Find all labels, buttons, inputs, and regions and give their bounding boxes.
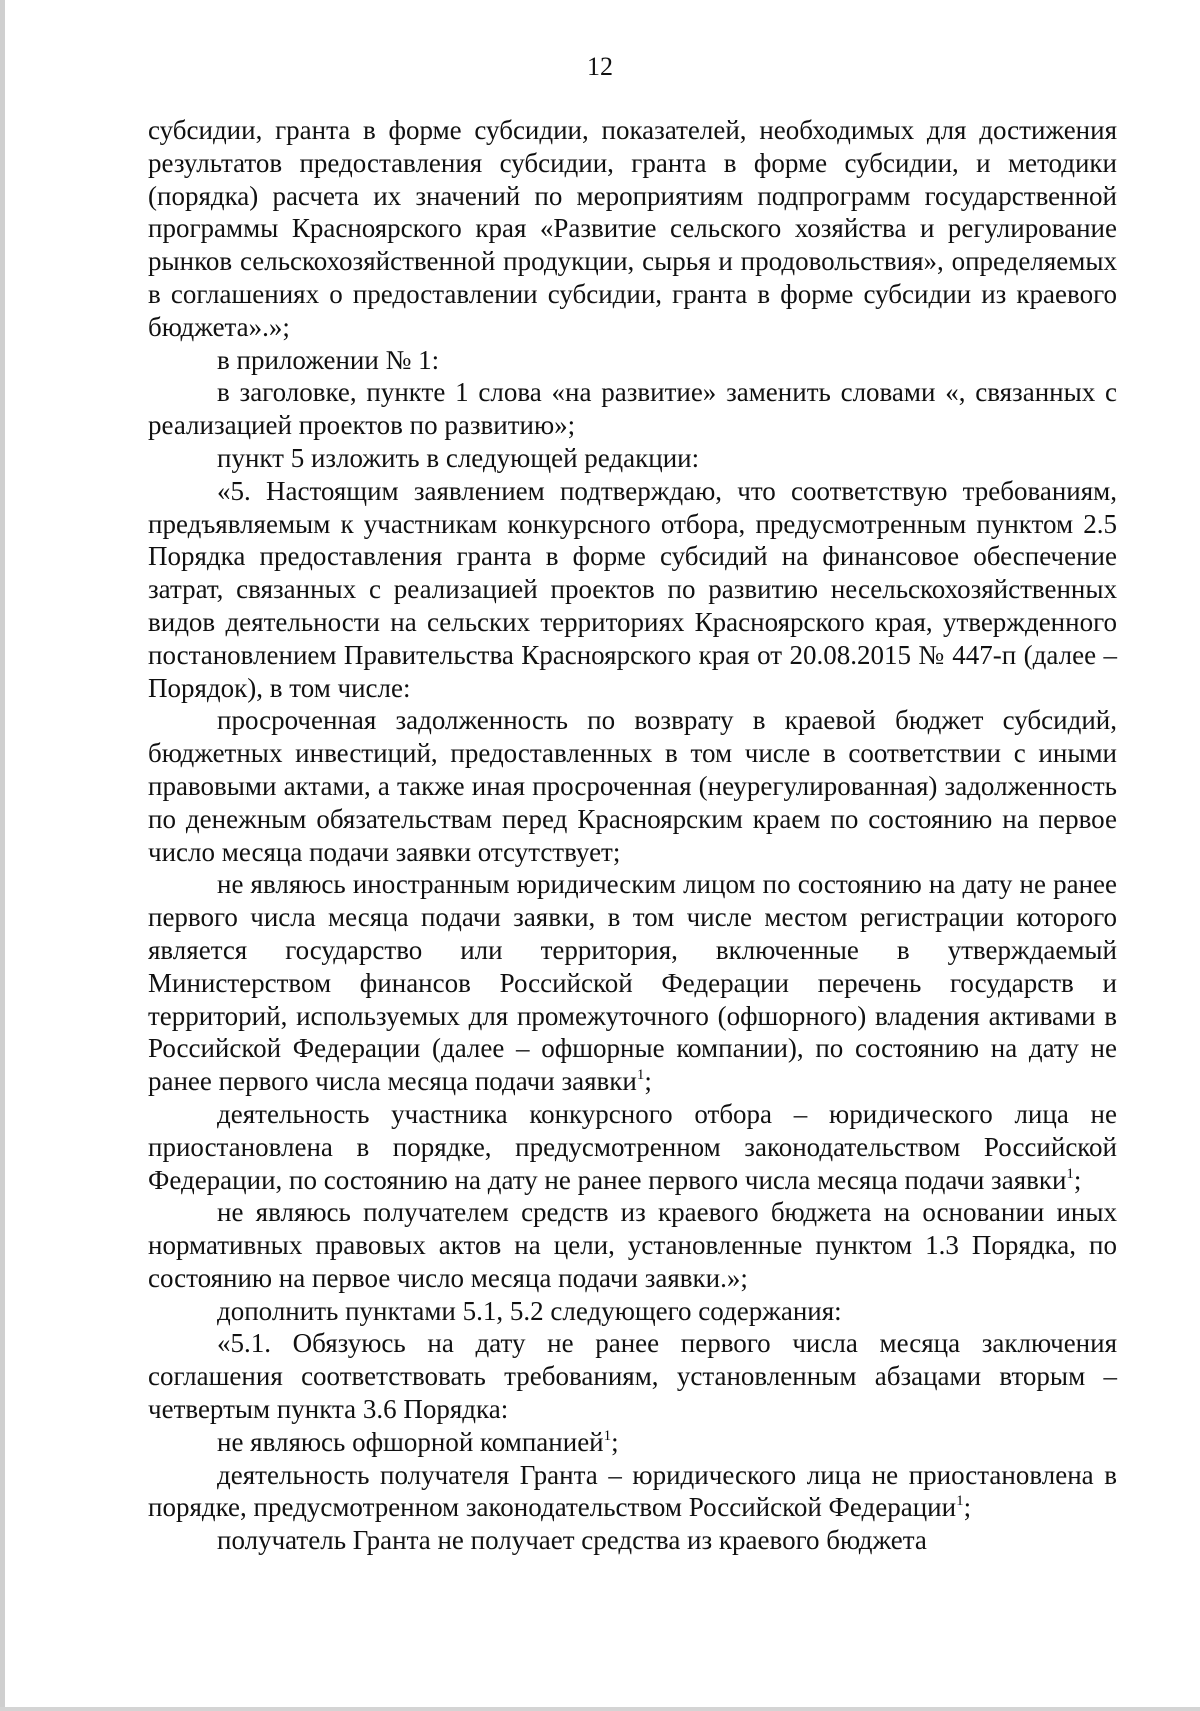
scan-bottom-edge [0,1707,1200,1711]
footnote-marker: 1 [603,1427,612,1444]
paragraph-text: просроченная задолженность по возврату в краевой бюджет субсидий, бюджетных инвестиций, предоставленных в том числе в соответствии с иными правовыми актами, а также иная просроченная (неурегулированная) задолженность по денежным обязательствам перед Красноярским краем по состоянию на первое число месяца подачи заявки отсутствует; [148,705,1117,867]
paragraph [148,1098,1117,1196]
page-number: 12 [587,52,613,81]
paragraph-text: «5.1. Обязуюсь на дату не ранее первого числа месяца заключения соглашения соответствовать требованиям, установленным абзацами вторым – четвертым пункта 3.6 Порядка: [148,1328,1117,1425]
paragraph-text: деятельность получателя Гранта – юридического лица не приостановлена в порядке, предусмотренном законодательством Российской Федерации [148,1459,1117,1523]
paragraph [148,114,1117,344]
paragraph [148,376,1117,442]
document-body [148,114,1117,1557]
paragraph-text: деятельность участника конкурсного отбора – юридического лица не приостановлена в порядке, предусмотренном законодательством Российской Федерации, по состоянию на дату не ранее первого числа месяца подачи заявки [148,1098,1117,1195]
paragraph-punctuation: ; [963,1492,972,1523]
footnote-marker: 1 [956,1493,964,1510]
paragraph [148,442,1117,475]
footnote-marker: 1 [636,1067,645,1084]
paragraph-text: не являюсь иностранным юридическим лицом по состоянию на дату не ранее первого числа месяца подачи заявки, в том числе местом регистрации которого является государство или территория, включенные в утверждаемый Министерством финансов Российской Федерации перечень государств и территорий, используемых для промежуточного (офшорного) владения активами в Российской Федерации (далее – офшорные компании), по состоянию на дату не ранее первого числа месяца подачи заявки [148,869,1117,1097]
paragraph-text: не являюсь офшорной компанией [217,1426,604,1457]
paragraph-text: в заголовке, пункте 1 слова «на развитие» заменить словами «, связанных с реализацией проектов по развитию»; [148,377,1117,441]
paragraph [148,475,1117,705]
paragraph-text: субсидии, гранта в форме субсидии, показателей, необходимых для достижения результатов предоставления субсидии, гранта в форме субсидии, и методики (порядка) расчета их значений по мероприятиям подпрограмм государственной программы Красноярского края «Развитие сельского хозяйства и регулирование рынков сельскохозяйственной продукции, сырья и продовольствия», определяемых в соглашениях о предоставлении субсидии, гранта в форме субсидии из краевого бюджета».»; [148,115,1117,342]
paragraph [148,1295,1117,1328]
paragraph-text: пункт 5 изложить в следующей редакции: [217,442,700,473]
paragraph [148,868,1117,1098]
paragraph [148,344,1117,377]
paragraph-text: в приложении № 1: [217,344,440,375]
paragraph-punctuation: ; [1073,1164,1082,1195]
paragraph [148,704,1117,868]
paragraph [148,1327,1117,1425]
paragraph-text: «5. Настоящим заявлением подтверждаю, что соответствую требованиям, предъявляемым к участникам конкурсного отбора, предусмотренным пунктом 2.5 Порядка предоставления гранта в форме субсидий на финансовое обеспечение затрат, связанных с реализацией проектов по развитию несельскохозяйственных видов деятельности на сельских территориях Красноярского края, утвержденного постановлением Правительства Красноярского края от 20.08.2015 № 447-п (далее – Порядок), в том числе: [148,475,1117,703]
paragraph-punctuation: ; [611,1426,619,1457]
paragraph [148,1459,1117,1525]
paragraph-punctuation: ; [644,1066,652,1097]
footnote-marker: 1 [1066,1165,1074,1182]
paragraph [148,1196,1117,1294]
paragraph-text: дополнить пунктами 5.1, 5.2 следующего содержания: [217,1295,842,1326]
paragraph [148,1426,1117,1459]
paragraph [148,1524,1117,1557]
paragraph-text: получатель Гранта не получает средства из краевого бюджета [217,1525,927,1556]
paragraph-text: не являюсь получателем средств из краевого бюджета на основании иных нормативных правовых актов на цели, установленные пунктом 1.3 Порядка, по состоянию на первое число месяца подачи заявки.»; [148,1197,1117,1293]
scan-left-edge [0,0,5,1711]
